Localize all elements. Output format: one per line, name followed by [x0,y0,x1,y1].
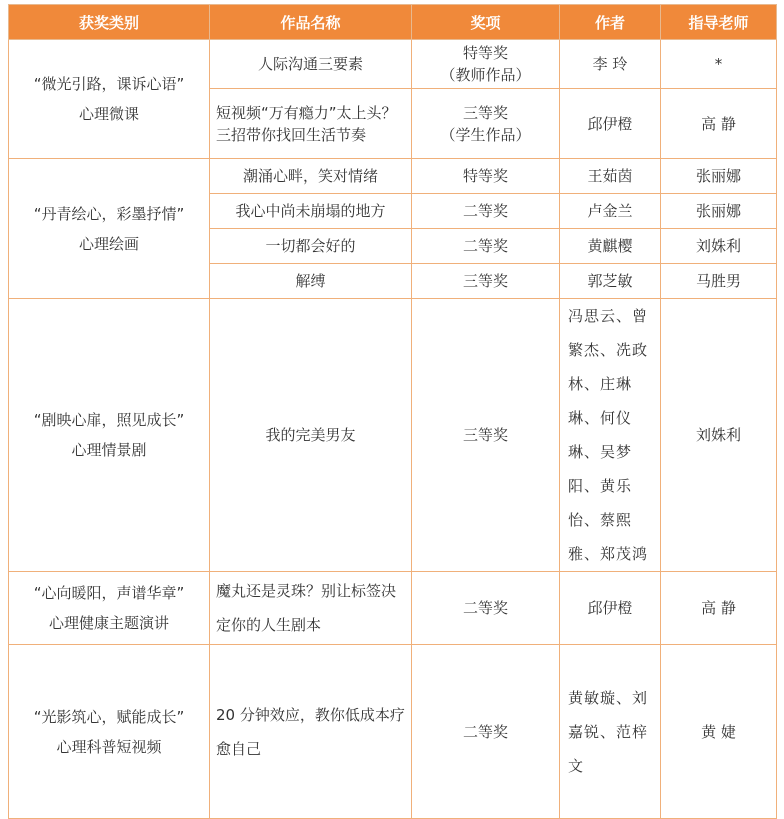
header-work: 作品名称 [210,5,412,40]
table-row [9,159,777,194]
work-cell: 人际沟通三要素 [210,40,412,89]
work-cell: 我的完美男友 [210,299,412,572]
teacher-cell: 马胜男 [661,264,777,299]
award-cell: 三等奖 [412,264,560,299]
award-level: 特等奖 [462,44,508,62]
award-cell: 二等奖 [412,229,560,264]
category-title: “剧映心扉，照见成长” [33,411,185,429]
author-cell: 黄敏璇、刘嘉锐、范梓文 [560,645,661,819]
work-cell: 我心中尚未崩塌的地方 [210,194,412,229]
category-title: “心向暖阳，声谱华章” [33,584,185,602]
award-cell: 特等奖 [412,159,560,194]
header-row [9,5,777,40]
category-subtitle: 心理情景剧 [71,441,147,459]
author-cell: 王茹茵 [560,159,661,194]
category-subtitle: 心理绘画 [78,234,139,253]
category-title: “光影筑心，赋能成长” [33,707,185,726]
category-subtitle: 心理微课 [78,105,139,123]
category-cell [9,572,210,645]
award-cell: 二等奖 [412,572,560,645]
table-row [9,299,777,572]
award-cell: 二等奖 [412,645,560,819]
work-cell: 魔丸还是灵珠？别让标签决定你的人生剧本 [210,572,412,645]
author-cell: 郭芝敏 [560,264,661,299]
category-subtitle: 心理科普短视频 [56,737,162,756]
work-cell: 潮涌心畔，笑对情绪 [210,159,412,194]
author-cell: 邱伊橙 [560,89,661,159]
author-cell: 冯思云、曾繁杰、冼政林、庄琳琳、何仪琳、吴梦阳、黄乐怡、蔡熙雅、郑茂鸿 [560,299,661,572]
teacher-cell: 黄 婕 [661,645,777,819]
table-row [9,40,777,89]
table-row [9,645,777,819]
table-row [9,572,777,645]
teacher-cell: 张丽娜 [661,159,777,194]
teacher-cell: 刘姝利 [661,299,777,572]
header-category: 获奖类别 [9,5,210,40]
category-title: “丹青绘心，彩墨抒情” [33,204,185,223]
category-cell [9,645,210,819]
author-cell: 邱伊橙 [560,572,661,645]
category-cell [9,40,210,159]
teacher-cell: 高 静 [661,89,777,159]
work-cell: 短视频“万有瘾力”太上头？三招带你找回生活节奏 [210,89,412,159]
author-cell: 卢金兰 [560,194,661,229]
award-note: （教师作品） [440,66,531,84]
category-subtitle: 心理健康主题演讲 [48,614,169,632]
category-cell [9,299,210,572]
author-cell: 李 玲 [560,40,661,89]
teacher-cell: 高 静 [661,572,777,645]
award-cell [412,89,560,159]
teacher-cell: 张丽娜 [661,194,777,229]
award-note: （学生作品） [440,125,531,144]
work-cell: 一切都会好的 [210,229,412,264]
teacher-cell: 刘姝利 [661,229,777,264]
awards-table [8,4,777,819]
header-teacher: 指导老师 [661,5,777,40]
award-cell [412,40,560,89]
award-cell: 三等奖 [412,299,560,572]
work-cell: 解缚 [210,264,412,299]
header-award: 奖项 [412,5,560,40]
header-author: 作者 [560,5,661,40]
award-level: 三等奖 [462,103,508,122]
category-title: “微光引路，课诉心语” [33,75,185,93]
category-cell [9,159,210,299]
teacher-cell: * [661,40,777,89]
author-cell: 黄麒樱 [560,229,661,264]
work-cell: 20 分钟效应，教你低成本疗愈自己 [210,645,412,819]
award-cell: 二等奖 [412,194,560,229]
